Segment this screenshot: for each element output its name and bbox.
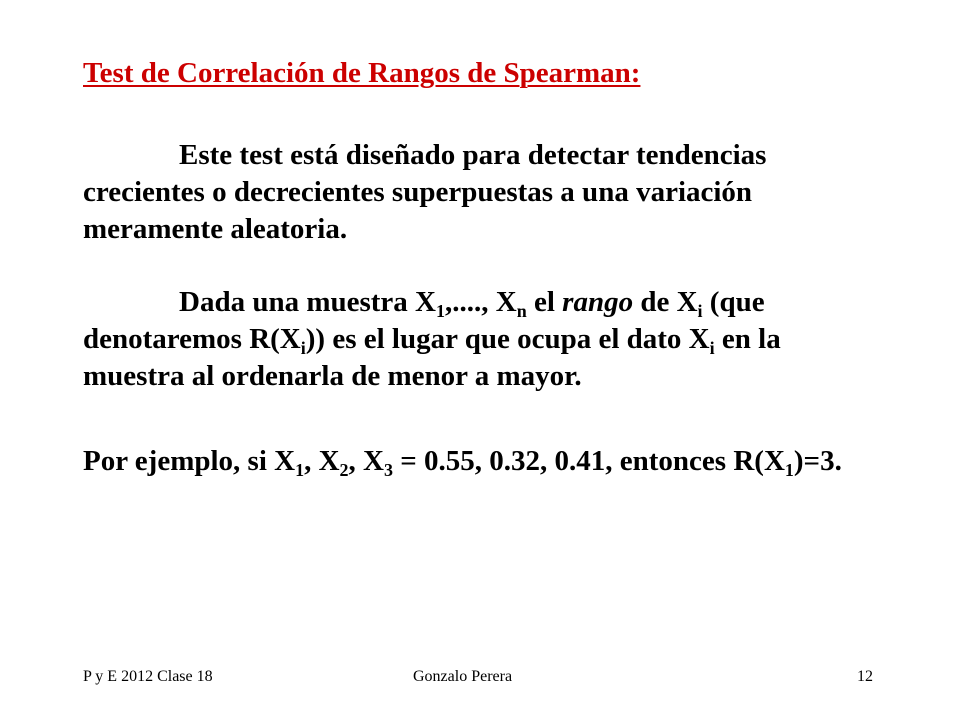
subscript: 1 bbox=[295, 460, 305, 480]
text-run: el bbox=[526, 286, 563, 318]
footer-page-number: 12 bbox=[857, 668, 873, 685]
text-run: )) es el lugar que ocupa el dato X bbox=[305, 323, 710, 355]
subscript: 2 bbox=[339, 460, 349, 480]
footer-course: P y E 2012 Clase 18 bbox=[83, 668, 213, 685]
paragraph-intro bbox=[83, 137, 883, 248]
footer-author: Gonzalo Perera bbox=[413, 668, 513, 685]
text-run: Dada una muestra X bbox=[179, 286, 436, 318]
text-run: = 0.55, 0.32, 0.41, entonces R(X bbox=[393, 445, 785, 477]
text-run: ,...., X bbox=[445, 286, 517, 318]
subscript: i bbox=[697, 301, 703, 321]
text-run: , X bbox=[348, 445, 384, 477]
subscript: 3 bbox=[384, 460, 393, 480]
emphasis-rango: rango bbox=[562, 286, 634, 318]
paragraph-intro-text: Este test está diseñado para detectar tendencias crecientes o decrecientes superpuestas a una variación meramente aleatoria. bbox=[83, 139, 767, 245]
subscript: n bbox=[516, 301, 527, 321]
text-run: )=3. bbox=[793, 445, 842, 477]
paragraph-example bbox=[83, 443, 883, 480]
text-run: Por ejemplo, si X bbox=[83, 445, 296, 477]
subscript: 1 bbox=[436, 301, 445, 321]
paragraph-rank-definition bbox=[83, 284, 883, 395]
text-run: (que denotaremos R(X bbox=[83, 286, 765, 355]
slide-title: Test de Correlación de Rangos de Spearman: bbox=[83, 57, 641, 89]
text-run: , X bbox=[304, 445, 340, 477]
text-run: en la muestra al ordenarla de menor a mayor. bbox=[83, 323, 781, 392]
subscript: 1 bbox=[784, 460, 794, 480]
subscript: i bbox=[300, 338, 306, 358]
subscript: i bbox=[709, 338, 715, 358]
text-run: de X bbox=[633, 286, 698, 318]
